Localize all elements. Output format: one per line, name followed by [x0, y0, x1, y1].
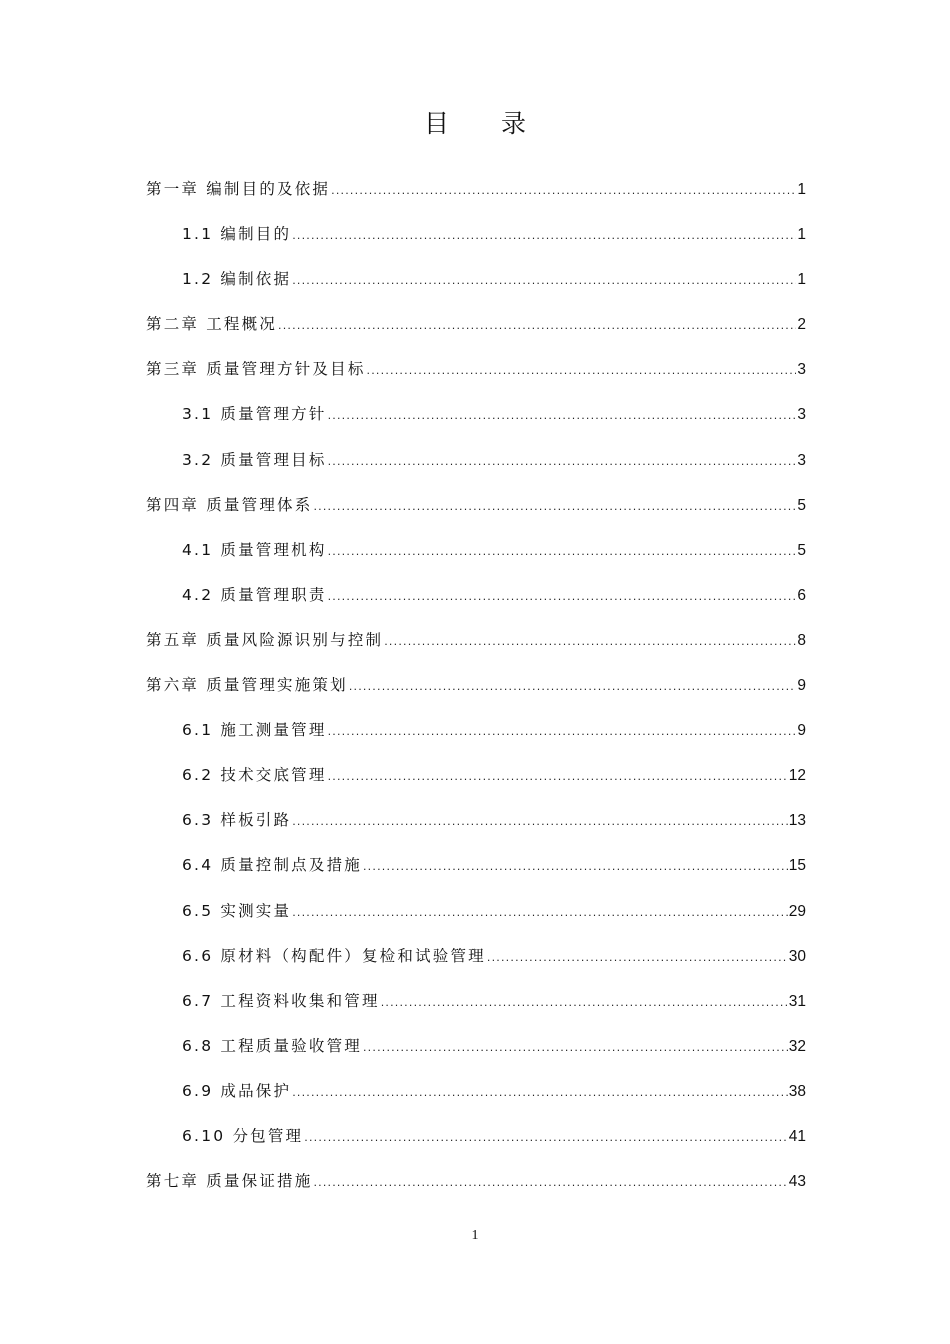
toc-section-entry[interactable] — [146, 758, 806, 803]
toc-entry-label: 3.2 质量管理目标 — [182, 450, 327, 469]
toc-entry-page-number: 3 — [797, 361, 806, 379]
toc-entry-page-number: 13 — [788, 812, 806, 830]
toc-dot-leader — [328, 397, 797, 433]
toc-dot-leader — [487, 939, 788, 975]
toc-chapter-entry[interactable] — [146, 352, 806, 397]
toc-dot-leader — [367, 352, 797, 388]
toc-section-entry[interactable] — [146, 1119, 806, 1164]
toc-chapter-entry[interactable] — [146, 172, 806, 217]
toc-dot-leader — [328, 713, 797, 749]
toc-entry-page-number: 38 — [788, 1082, 806, 1100]
toc-section-entry[interactable] — [146, 262, 806, 307]
toc-dot-leader — [328, 443, 797, 479]
toc-entry-page-number: 9 — [797, 722, 806, 740]
toc-section-entry[interactable] — [146, 939, 806, 984]
toc-section-entry[interactable] — [146, 803, 806, 848]
toc-dot-leader — [381, 984, 788, 1020]
toc-dot-leader — [331, 172, 796, 208]
toc-chapter-entry[interactable] — [146, 1164, 806, 1209]
toc-entry-label: 3.1 质量管理方针 — [182, 405, 327, 424]
toc-entry-page-number: 1 — [797, 226, 806, 244]
toc-entry-label: 第二章 工程概况 — [146, 315, 278, 334]
toc-entry-label: 6.4 质量控制点及措施 — [182, 856, 362, 875]
toc-entry-page-number: 5 — [797, 541, 806, 559]
toc-dot-leader — [328, 533, 797, 569]
toc-dot-leader — [292, 803, 788, 839]
toc-dot-leader — [304, 1119, 788, 1155]
toc-section-entry[interactable] — [146, 443, 806, 488]
toc-entry-label: 6.6 原材料（构配件）复检和试验管理 — [182, 946, 486, 965]
toc-entry-page-number: 8 — [797, 631, 806, 649]
toc-dot-leader — [328, 758, 788, 794]
toc-entry-label: 6.10 分包管理 — [182, 1126, 304, 1145]
toc-chapter-entry[interactable] — [146, 668, 806, 713]
toc-chapter-entry[interactable] — [146, 307, 806, 352]
toc-section-entry[interactable] — [146, 1029, 806, 1074]
page-number: 1 — [471, 1228, 479, 1243]
toc-entry-label: 6.9 成品保护 — [182, 1081, 292, 1100]
toc-entry-page-number: 1 — [797, 271, 806, 289]
toc-section-entry[interactable] — [146, 713, 806, 758]
toc-entry-page-number: 12 — [788, 767, 806, 785]
toc-section-entry[interactable] — [146, 894, 806, 939]
toc-entry-page-number: 41 — [788, 1127, 806, 1145]
toc-entry-label: 第四章 质量管理体系 — [146, 495, 313, 514]
toc-entry-label: 6.3 样板引路 — [182, 811, 292, 830]
toc-entry-page-number: 1 — [797, 181, 806, 198]
toc-entry-label: 4.2 质量管理职责 — [182, 585, 327, 604]
toc-entry-page-number: 5 — [797, 496, 806, 514]
toc-entry-page-number: 31 — [788, 992, 806, 1010]
toc-entry-label: 1.1 编制目的 — [182, 225, 292, 244]
toc-dot-leader — [384, 623, 796, 659]
toc-entry-page-number: 6 — [797, 586, 806, 604]
toc-dot-leader — [349, 668, 797, 704]
toc-entry-label: 4.1 质量管理机构 — [182, 540, 327, 559]
toc-section-entry[interactable] — [146, 578, 806, 623]
toc-dot-leader — [313, 1164, 787, 1200]
toc-entry-page-number: 3 — [797, 406, 806, 424]
toc-section-entry[interactable] — [146, 533, 806, 578]
toc-dot-leader — [292, 217, 796, 253]
toc-chapter-entry[interactable] — [146, 623, 806, 668]
toc-entry-label: 第三章 质量管理方针及目标 — [146, 360, 366, 379]
toc-entry-page-number: 30 — [788, 947, 806, 965]
toc-section-entry[interactable] — [146, 1074, 806, 1119]
toc-entry-label: 6.2 技术交底管理 — [182, 766, 327, 785]
toc-dot-leader — [278, 307, 796, 343]
toc-dot-leader — [363, 1029, 788, 1065]
toc-entry-label: 6.5 实测实量 — [182, 901, 292, 920]
toc-section-entry[interactable] — [146, 848, 806, 893]
toc-dot-leader — [292, 1074, 788, 1110]
toc-entry-label: 第五章 质量风险源识别与控制 — [146, 630, 384, 649]
toc-section-entry[interactable] — [146, 397, 806, 442]
toc-entry-label: 6.1 施工测量管理 — [182, 721, 327, 740]
toc-entry-label: 第七章 质量保证措施 — [146, 1172, 313, 1191]
toc-entry-label: 1.2 编制依据 — [182, 270, 292, 289]
toc-section-entry[interactable] — [146, 217, 806, 262]
toc-entry-label: 6.8 工程质量验收管理 — [182, 1036, 362, 1055]
toc-entry-page-number: 3 — [797, 451, 806, 469]
toc-entry-page-number: 2 — [797, 316, 806, 334]
toc-entry-label: 6.7 工程资料收集和管理 — [182, 991, 380, 1010]
toc-chapter-entry[interactable] — [146, 488, 806, 533]
toc-entry-page-number: 43 — [788, 1173, 806, 1191]
toc-entry-page-number: 32 — [788, 1037, 806, 1055]
toc-dot-leader — [313, 488, 796, 524]
toc-entry-page-number: 9 — [797, 677, 806, 695]
toc-dot-leader — [292, 262, 796, 298]
toc-entry-label: 第一章 编制目的及依据 — [146, 180, 331, 198]
toc-title: 目 录 — [424, 109, 548, 138]
toc-entry-page-number: 29 — [788, 902, 806, 920]
toc-section-entry[interactable] — [146, 984, 806, 1029]
toc-entry-page-number: 15 — [788, 857, 806, 875]
toc-dot-leader — [363, 848, 788, 884]
toc-list — [146, 172, 806, 1209]
toc-entry-label: 第六章 质量管理实施策划 — [146, 676, 348, 695]
toc-dot-leader — [292, 894, 788, 930]
toc-dot-leader — [328, 578, 797, 614]
